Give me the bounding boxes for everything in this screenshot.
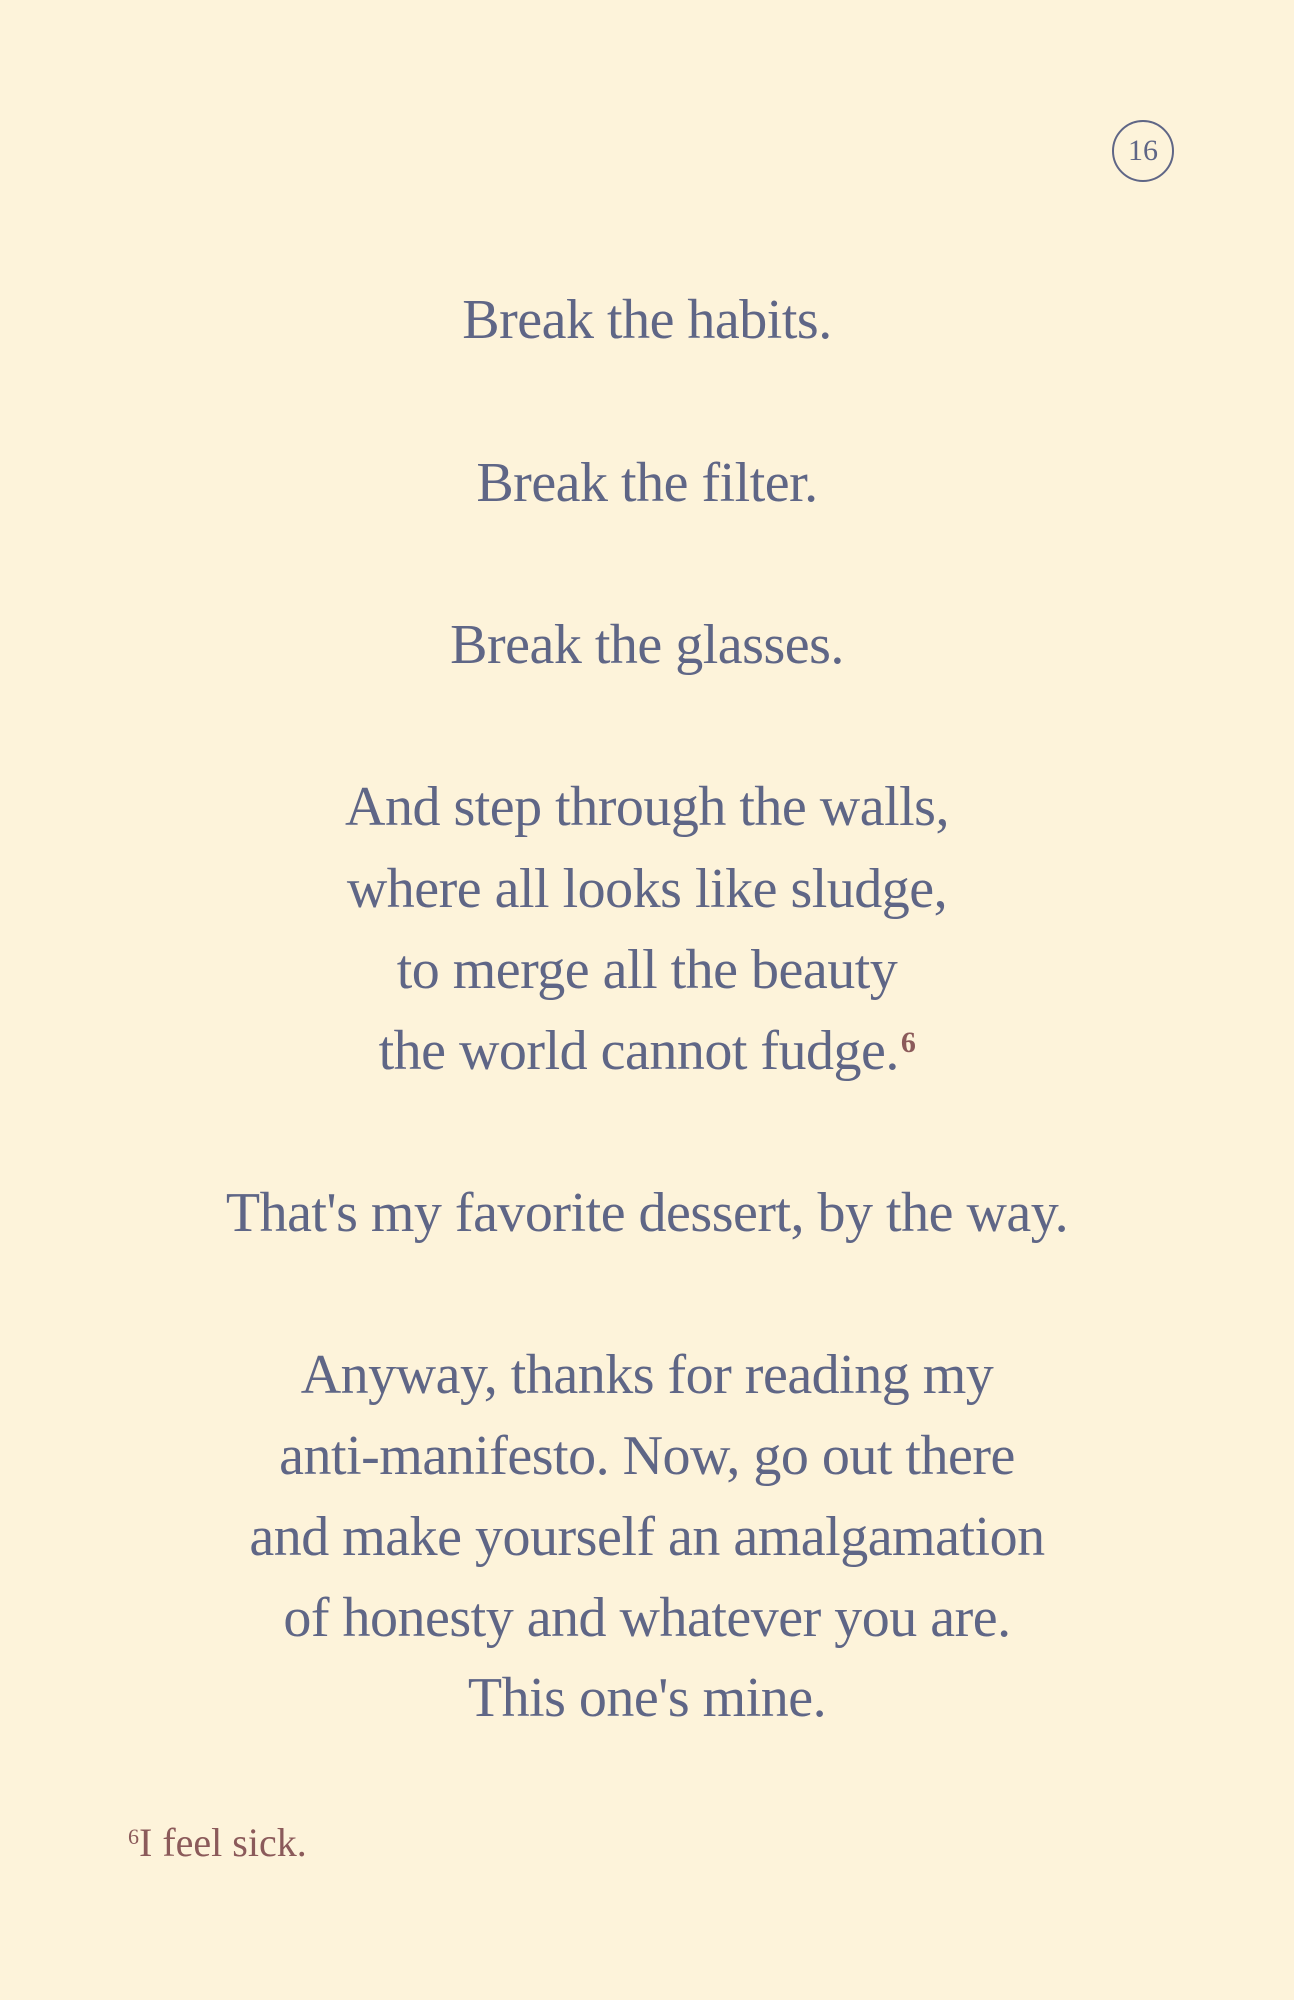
footnote-number: 6: [128, 1824, 139, 1849]
poem-line-with-footnote: [0, 1011, 1294, 1091]
poem-line: the world cannot fudge.: [378, 1020, 899, 1082]
poem-line: And step through the walls,: [345, 776, 949, 838]
poem-line: That's my favorite dessert, by the way.: [225, 1182, 1069, 1244]
poem-line: Anyway, thanks for reading my: [300, 1344, 994, 1406]
poem-line: where all looks like sludge,: [346, 858, 948, 920]
poem-line: to merge all the beauty: [396, 939, 898, 1001]
page-number-badge: [1112, 120, 1174, 182]
footnote-text: I feel sick.: [139, 1820, 307, 1865]
poem-line: of honesty and whatever you are.: [283, 1587, 1011, 1649]
poem-line: Break the filter.: [476, 452, 818, 514]
poem-line: Break the habits.: [462, 289, 832, 351]
poem-line: Break the glasses.: [450, 614, 844, 676]
poem-line: and make yourself an amalgamation: [249, 1506, 1045, 1568]
footnote-marker[interactable]: 6: [900, 1026, 916, 1059]
poem-line: This one's mine.: [467, 1667, 827, 1729]
page-number: 16: [1128, 134, 1158, 167]
footnote: [128, 1818, 307, 1868]
poem-line: anti-manifesto. Now, go out there: [279, 1425, 1015, 1487]
